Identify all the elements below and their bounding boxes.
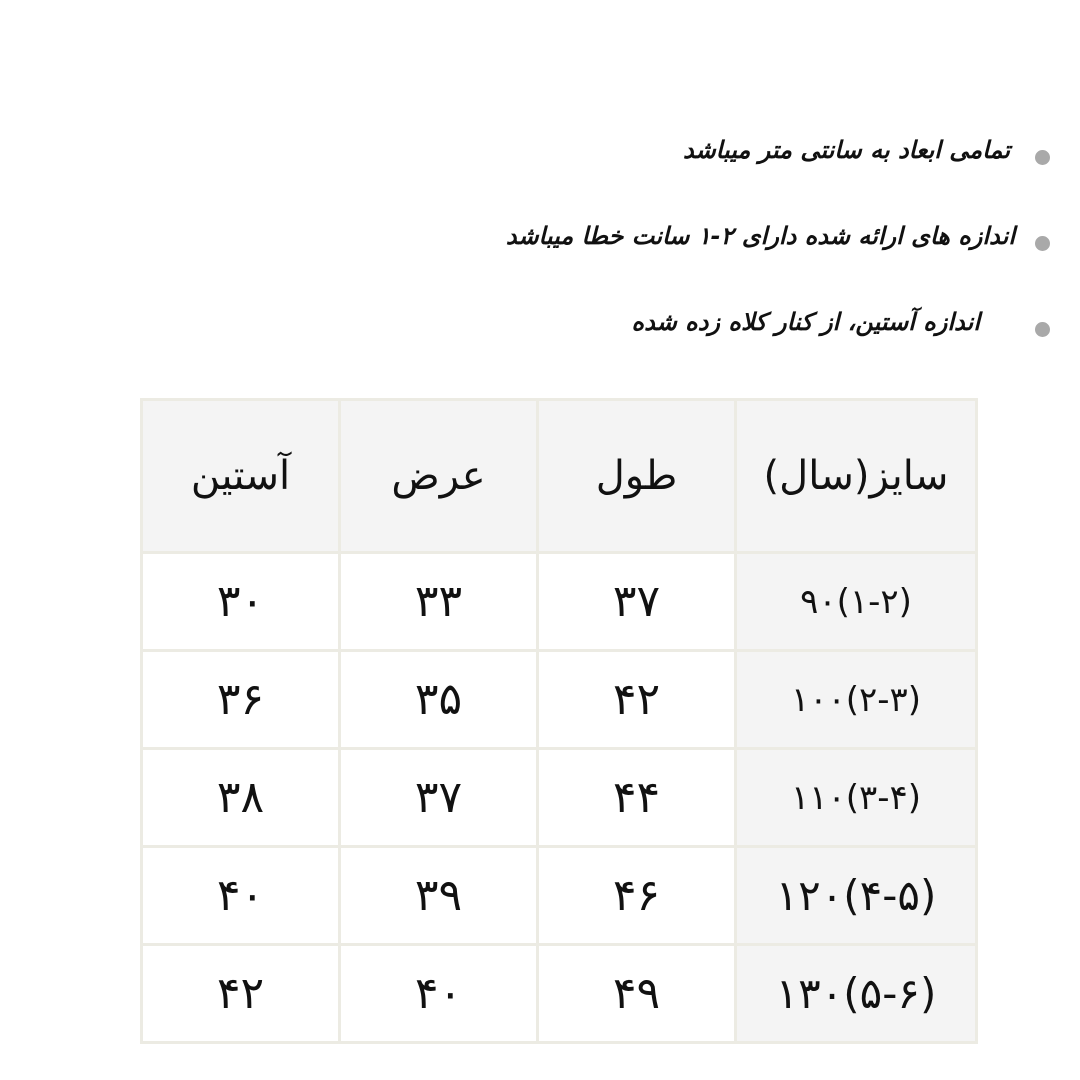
length-cell: ۳۷ [538,553,736,651]
width-cell: ۳۳ [340,553,538,651]
note-text: اندازه های ارائه شده دارای ۲-۱ سانت خطا میباشد [505,222,1015,250]
header-length: طول [538,400,736,553]
header-width: عرض [340,400,538,553]
sleeve-cell: ۳۶ [142,651,340,749]
length-cell: ۴۶ [538,847,736,945]
sleeve-cell: ۳۰ [142,553,340,651]
width-cell: ۳۵ [340,651,538,749]
table-row [142,749,977,847]
notes-list [505,130,1050,388]
table-row [142,945,977,1043]
table-row [142,651,977,749]
header-sleeve: آستین [142,400,340,553]
length-cell: ۴۹ [538,945,736,1043]
sleeve-cell: ۴۲ [142,945,340,1043]
header-size: سایز(سال) [736,400,977,553]
length-cell: ۴۴ [538,749,736,847]
bullet-icon [1035,150,1050,165]
note-item [530,130,1050,216]
size-table [140,398,978,1044]
width-cell: ۴۰ [340,945,538,1043]
size-cell: ۱۰۰(۲-۳) [736,651,977,749]
size-cell: ۱۳۰(۵-۶) [736,945,977,1043]
sleeve-cell: ۴۰ [142,847,340,945]
note-text: تمامی ابعاد به سانتی متر میباشد [682,136,1010,164]
width-cell: ۳۹ [340,847,538,945]
width-cell: ۳۷ [340,749,538,847]
size-cell: ۱۱۰(۳-۴) [736,749,977,847]
table-header-row [142,400,977,553]
table-row [142,847,977,945]
size-cell: ۱۲۰(۴-۵) [736,847,977,945]
size-cell: ۹۰(۱-۲) [736,553,977,651]
note-text: اندازه آستین، از کنار کلاه زده شده [631,308,980,336]
length-cell: ۴۲ [538,651,736,749]
bullet-icon [1035,322,1050,337]
note-item [505,216,1050,302]
note-item [530,302,1050,388]
sleeve-cell: ۳۸ [142,749,340,847]
table-row [142,553,977,651]
bullet-icon [1035,236,1050,251]
